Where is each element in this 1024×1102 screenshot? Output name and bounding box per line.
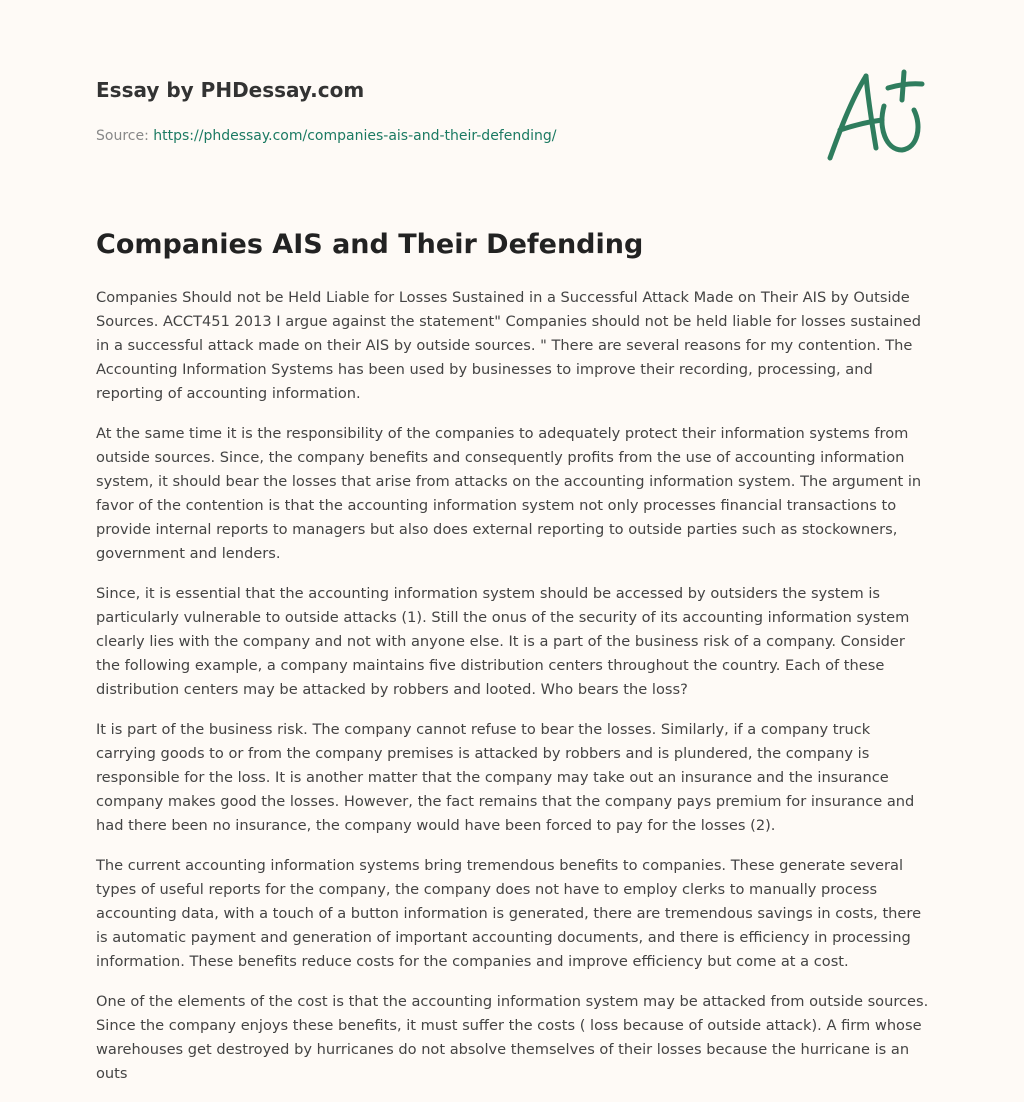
source-link[interactable]: https://phdessay.com/companies-ais-and-their-defending/ <box>153 128 557 144</box>
site-brand: Essay by PHDessay.com <box>96 78 365 102</box>
essay-paragraph: Since, it is essential that the accounting information system should be accessed by outsiders the system is particularly vulnerable to outside attacks (1). Still the onus of the security of its accounting information system clearly lies with the company and not with anyone else. It is a part of the business risk of a company. Consider the following example, a company maintains five distribution centers throughout the country. Each of these distribution centers may be attacked by robbers and looted. Who bears the loss? <box>96 585 910 698</box>
page-header <box>96 76 796 146</box>
essay-paragraph: At the same time it is the responsibility of the companies to adequately protect their information systems from outside sources. Since, the company benefits and consequently profits from the use of accounting information system, it should bear the losses that arise from attacks on the accounting information system. The argument in favor of the contention is that the accounting information system not only processes financial transactions to provide internal reports to managers but also does external reporting to outside parties such as stockowners, government and lenders. <box>96 425 922 562</box>
essay-paragraph: One of the elements of the cost is that the accounting information system may be attacked from outside sources. Since the company enjoys these benefits, it must suffer the costs ( loss because of outside attack). A firm whose warehouses get destroyed by hurricanes do not absolve themselves of their losses because the hurricane is an outs <box>96 993 929 1082</box>
source-line <box>96 126 796 146</box>
a-plus-logo-icon <box>822 66 928 166</box>
essay-paragraph: It is part of the business risk. The company cannot refuse to bear the losses. Similarly, if a company truck carrying goods to or from the company premises is attacked by robbers and is plundered, the company is responsible for the loss. It is another matter that the company may take out an insurance and the insurance company makes good the losses. However, the fact remains that the company pays premium for insurance and had there been no insurance, the company would have been forced to pay for the losses (2). <box>96 721 915 834</box>
essay-title: Companies AIS and Their Defending <box>96 229 644 260</box>
essay-body <box>96 286 932 1102</box>
source-label: Source: <box>96 128 149 144</box>
essay-paragraph: Companies Should not be Held Liable for Losses Sustained in a Successful Attack Made on Their AIS by Outside Sources. ACCT451 2013 I argue against the statement" Companies should not be held liable for losses sustained in a successful attack made on their AIS by outside sources. " There are several reasons for my contention. The Accounting Information Systems has been used by businesses to improve their recording, processing, and reporting of accounting information. <box>96 289 921 402</box>
essay-paragraph: The current accounting information systems bring tremendous benefits to companies. These generate several types of useful reports for the company, the company does not have to employ clerks to manually process accounting data, with a touch of a button information is generated, there are tremendous savings in costs, there is automatic payment and generation of important accounting documents, and there is efficiency in processing information. These benefits reduce costs for the companies and improve efficiency but come at a cost. <box>96 857 922 970</box>
